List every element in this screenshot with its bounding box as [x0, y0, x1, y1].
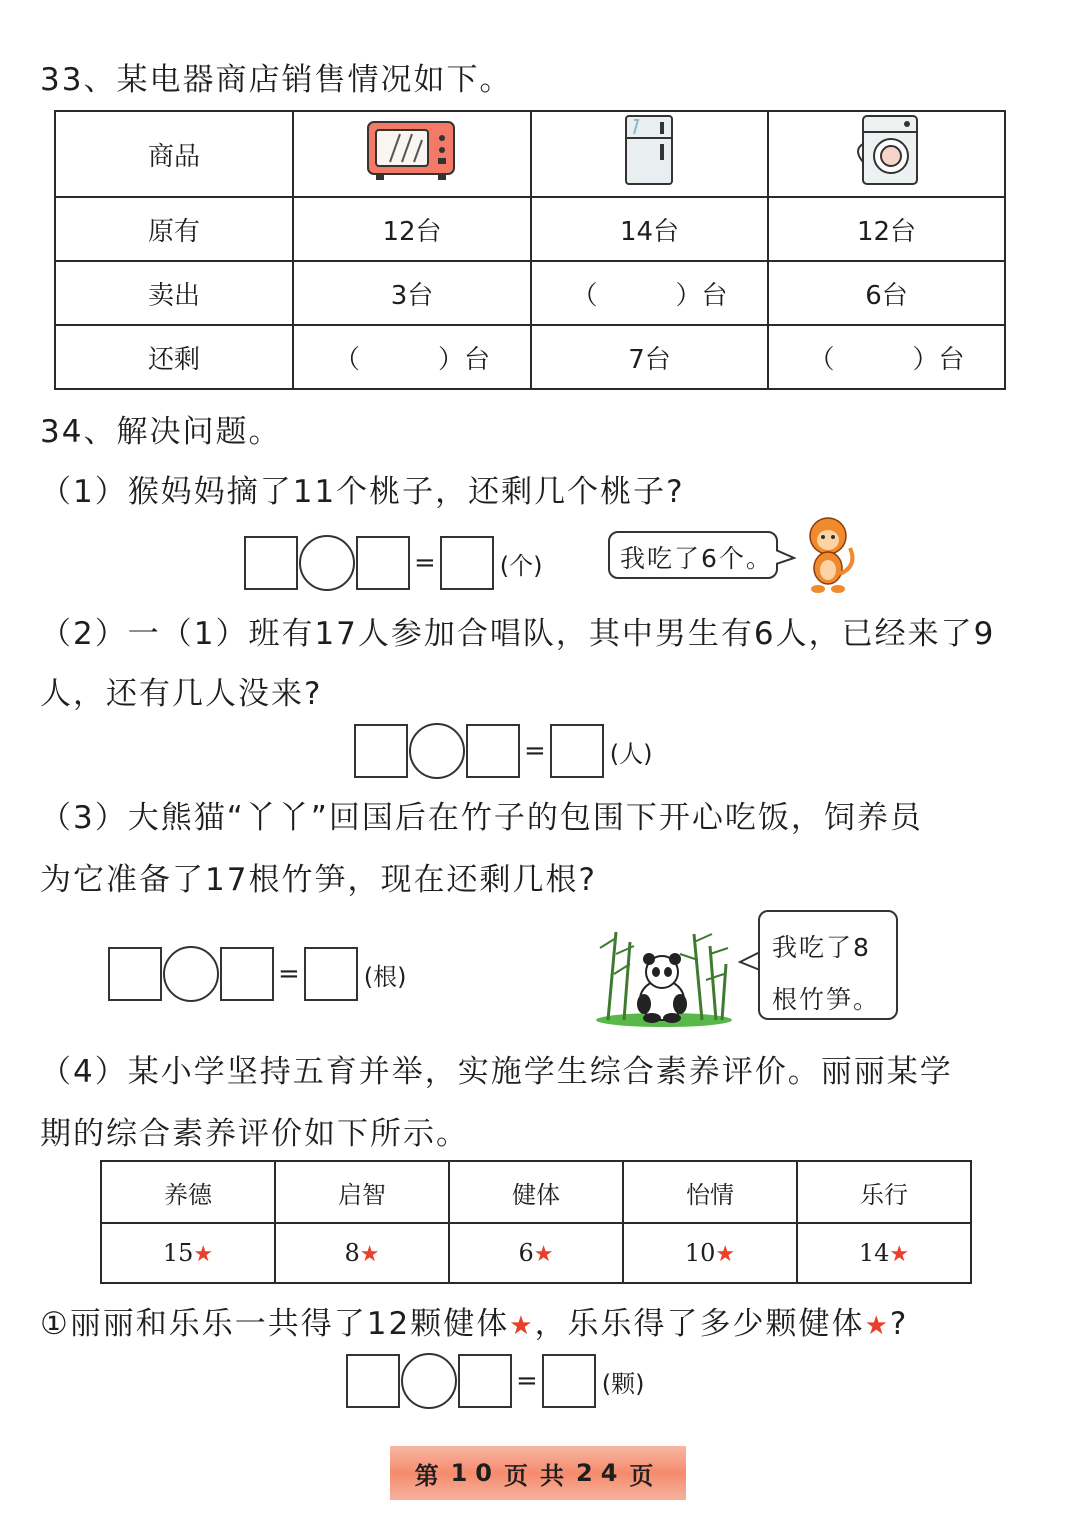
row-label-left: 还剩 — [55, 325, 293, 389]
star-icon: ★ — [509, 1311, 535, 1341]
p3-operator-circle[interactable] — [163, 946, 219, 1002]
washing-machine-left-blank[interactable]: （ ）台 — [768, 325, 1005, 389]
sales-table — [54, 110, 1006, 390]
header-yiqing: 怡情 — [623, 1161, 797, 1223]
q34-p4-line2: 期的综合素养评价如下所示。 — [40, 1116, 469, 1152]
refrigerator-icon — [531, 111, 768, 197]
sub1-equation — [346, 1352, 645, 1410]
sub1-unit: (颗) — [601, 1369, 645, 1398]
total-pages: 24 — [576, 1459, 626, 1487]
header-lexing: 乐行 — [797, 1161, 971, 1223]
p3-box-2[interactable] — [220, 947, 274, 1001]
p1-answer-box[interactable] — [440, 536, 494, 590]
p2-operator-circle[interactable] — [409, 723, 465, 779]
score-yangde-value: 15 — [162, 1239, 194, 1267]
p3-bubble-line2: 根竹笋。 — [772, 985, 881, 1014]
p3-equation — [108, 945, 407, 1003]
refrigerator-left: 7台 — [531, 325, 768, 389]
panda-bamboo-icon — [594, 924, 734, 1028]
footer-ye: 页 — [504, 1461, 536, 1490]
q34-p2-line2: 人，还有几人没来? — [40, 676, 323, 712]
q34-title: 34、解决问题。 — [40, 414, 282, 450]
evaluation-table — [100, 1160, 972, 1284]
monkey-icon — [798, 514, 860, 596]
p1-unit: (个) — [499, 551, 543, 580]
p1-equation — [244, 534, 543, 592]
p1-operator-circle[interactable] — [299, 535, 355, 591]
star-icon: ★ — [715, 1242, 736, 1267]
sub1-operator-circle[interactable] — [401, 1353, 457, 1409]
washing-machine-icon — [768, 111, 1005, 197]
microwave-icon — [293, 111, 531, 197]
score-yangde — [101, 1223, 275, 1283]
star-icon: ★ — [889, 1242, 910, 1267]
sub1-text-b: ，乐乐得了多少颗健体 — [534, 1306, 865, 1342]
p2-answer-box[interactable] — [550, 724, 604, 778]
p3-unit: (根) — [363, 962, 407, 991]
star-icon: ★ — [864, 1311, 890, 1341]
score-yiqing — [623, 1223, 797, 1283]
p3-equals: = — [278, 959, 300, 989]
microwave-sold: 3台 — [293, 261, 531, 325]
q34-p4-sub1-text — [40, 1298, 908, 1343]
q34-p1-text: （1）猴妈妈摘了11个桃子，还剩几个桃子? — [40, 474, 685, 510]
score-lexing-value: 14 — [858, 1239, 890, 1267]
p1-box-2[interactable] — [356, 536, 410, 590]
q34-p2-line1: （2）一（1）班有17人参加合唱队，其中男生有6人，已经来了9 — [40, 616, 996, 652]
score-lexing — [797, 1223, 971, 1283]
row-label-sold: 卖出 — [55, 261, 293, 325]
refrigerator-sold-blank[interactable]: （ ）台 — [531, 261, 768, 325]
score-jianti — [449, 1223, 623, 1283]
sub1-text-c: ? — [889, 1306, 909, 1342]
washing-machine-original: 12台 — [768, 197, 1005, 261]
score-qizhi — [275, 1223, 449, 1283]
washing-machine-sold: 6台 — [768, 261, 1005, 325]
p2-unit: (人) — [609, 739, 653, 768]
refrigerator-original: 14台 — [531, 197, 768, 261]
microwave-original: 12台 — [293, 197, 531, 261]
header-qizhi: 启智 — [275, 1161, 449, 1223]
microwave-left-blank[interactable]: （ ）台 — [293, 325, 531, 389]
p1-bubble-tail-icon — [776, 548, 796, 568]
p1-speech-bubble — [608, 531, 778, 579]
footer-ye-2: 页 — [629, 1461, 662, 1490]
sub1-answer-box[interactable] — [542, 1354, 596, 1408]
p3-answer-box[interactable] — [304, 947, 358, 1001]
p2-box-1[interactable] — [354, 724, 408, 778]
page-indicator — [390, 1446, 686, 1500]
star-icon: ★ — [533, 1242, 554, 1267]
p3-bubble-line1: 我吃了8 — [772, 933, 871, 962]
sub1-box-2[interactable] — [458, 1354, 512, 1408]
sub1-box-1[interactable] — [346, 1354, 400, 1408]
p1-equals: = — [414, 548, 436, 578]
q33-title: 33、某电器商店销售情况如下。 — [40, 62, 513, 98]
header-yangde: 养德 — [101, 1161, 275, 1223]
star-icon: ★ — [193, 1242, 214, 1267]
sub1-text-a: ①丽丽和乐乐一共得了12颗健体 — [40, 1306, 510, 1342]
q34-p3-line1: （3）大熊猫“丫丫”回国后在竹子的包围下开心吃饭，饲养员 — [40, 800, 923, 836]
score-qizhi-value: 8 — [344, 1239, 360, 1267]
q34-p3-line2: 为它准备了17根竹笋，现在还剩几根? — [40, 862, 597, 898]
p3-box-1[interactable] — [108, 947, 162, 1001]
star-icon: ★ — [359, 1242, 380, 1267]
score-yiqing-value: 10 — [684, 1239, 716, 1267]
q34-p4-line1: （4）某小学坚持五育并举，实施学生综合素养评价。丽丽某学 — [40, 1054, 953, 1090]
p2-equation — [354, 722, 653, 780]
footer-di: 第 — [414, 1461, 447, 1490]
p1-bubble-text: 我吃了6个。 — [620, 544, 773, 573]
p2-box-2[interactable] — [466, 724, 520, 778]
sub1-equals: = — [516, 1366, 538, 1396]
header-jianti: 健体 — [449, 1161, 623, 1223]
current-page: 10 — [450, 1459, 500, 1487]
p3-speech-bubble — [758, 910, 898, 1020]
footer-gong: 共 — [540, 1461, 572, 1490]
row-label-product: 商品 — [55, 111, 293, 197]
row-label-original: 原有 — [55, 197, 293, 261]
p2-equals: = — [524, 736, 546, 766]
score-jianti-value: 6 — [518, 1239, 534, 1267]
p1-box-1[interactable] — [244, 536, 298, 590]
